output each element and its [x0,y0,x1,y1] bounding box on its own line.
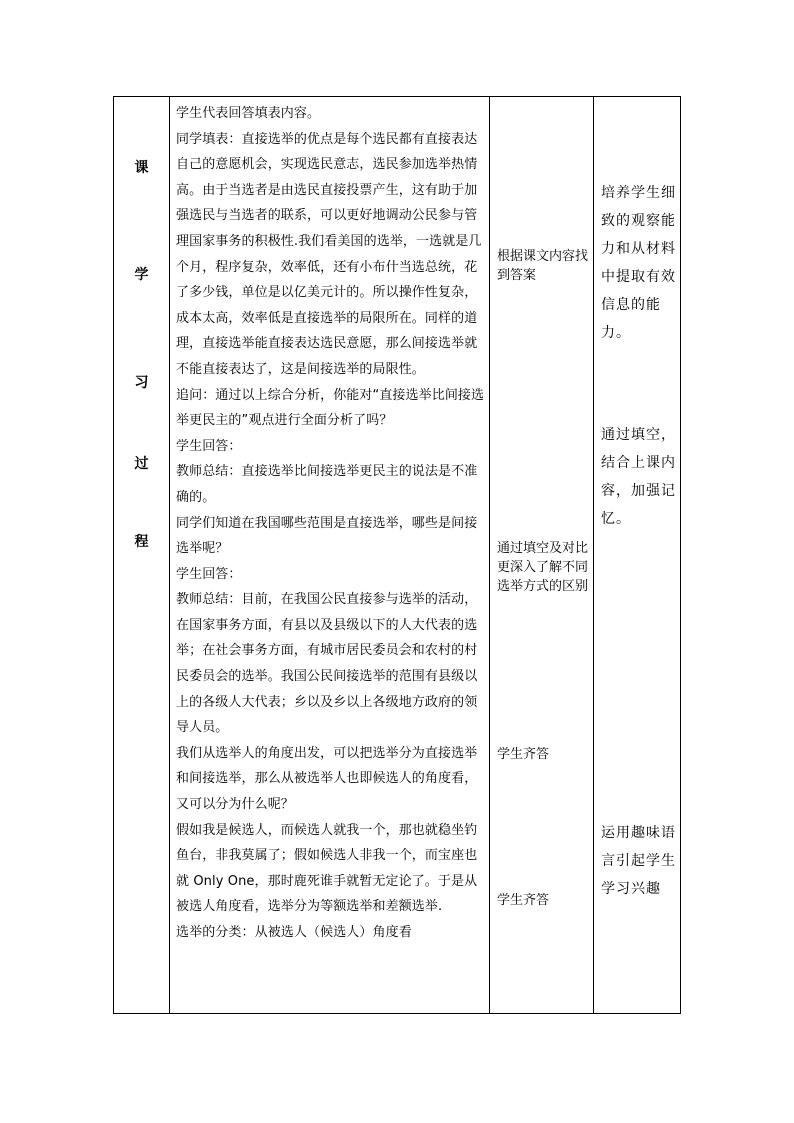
content-paragraph: 追问：通过以上综合分析，你能对“直接选举比间接选举更民主的”观点进行全面分析了吗？ [176,387,485,429]
row-header-cell [114,97,169,1013]
student-activity-text: 通过填空及对比更深入了解不同选举方式的区别 [497,541,589,594]
content-paragraph: 学生代表回答填表内容。 [176,106,321,121]
content-paragraph: 学生回答： [176,566,242,582]
row-header-char: 程 [134,534,149,550]
row-header-char: 习 [134,375,149,391]
student-activity-text: 学生齐答 [497,747,550,762]
design-intent-text: 通过填空，结合上课内容，加强记忆。 [601,427,676,527]
content-paragraph: 同学们知道在我国哪些范围是直接选举，哪些是间接选举呢？ [176,515,478,557]
row-header-char: 课 [134,160,149,176]
row-header-char: 学 [134,267,149,283]
row-header-char: 过 [134,456,149,472]
design-intent-text: 运用趣味语言引起学生学习兴趣 [601,825,676,897]
content-paragraph: 教师总结：目前，在我国公民直接参与选举的活动，在国家事务方面，有县以及县级以下的人大代表的选举；在社会事务方面，有城市居民委员会和农村的村民委员会的选举。我国公民间接选举的范围有县级以上的各级人大代表；乡以及乡以上各级地方政府的领导人员。 [176,592,478,736]
content-paragraph: 假如我是候选人，而候选人就我一个，那也就稳坐钓鱼台，非我莫属了；假如候选人非我一个，而宝座也就 Only One，那时鹿死谁手就暂无定论了。于是从被选人角度看，选举分为等额选举和差额选举. [176,822,478,915]
teaching-content-cell [170,97,490,1013]
student-activity-text: 学生齐答 [497,893,550,908]
lesson-table [113,96,681,1014]
design-intent-text: 培养学生细致的观察能力和从材料中提取有效信息的能力。 [601,185,676,341]
content-paragraph: 选举的分类：从被选人（候选人）角度看 [176,925,412,940]
design-intent-cell [594,97,682,1013]
student-activity-cell [490,97,593,1013]
content-paragraph: 教师总结：直接选举比间接选举更民主的说法是不准确的。 [176,464,478,505]
content-paragraph: 我们从选举人的角度出发，可以把选举分为直接选举和间接选举，那么从被选举人也即候选人的角度看，又可以分为什么呢？ [176,745,478,813]
student-activity-text: 根据课文内容找到答案 [497,249,589,283]
content-paragraph: 同学填表：直接选举的优点是每个选民都有直接表达自己的意愿机会，实现选民意志，选民参加选举热情高。由于当选者是由选民直接投票产生，这有助于加强选民与当选者的联系，可以更好地调动公民参与管理国家事务的积极性.我们看美国的选举，一选就是几个月，程序复杂，效率低，还有小布什当选总统，花了多少钱，单位是以亿美元计的。所以操作性复杂，成本太高，效率低是直接选举的局限所在。同样的道理，直接选举能直接表达选民意愿，那么间接选举就不能直接表达了，这是间接选举的局限性。 [176,131,482,377]
content-paragraph: 学生回答： [176,438,242,454]
